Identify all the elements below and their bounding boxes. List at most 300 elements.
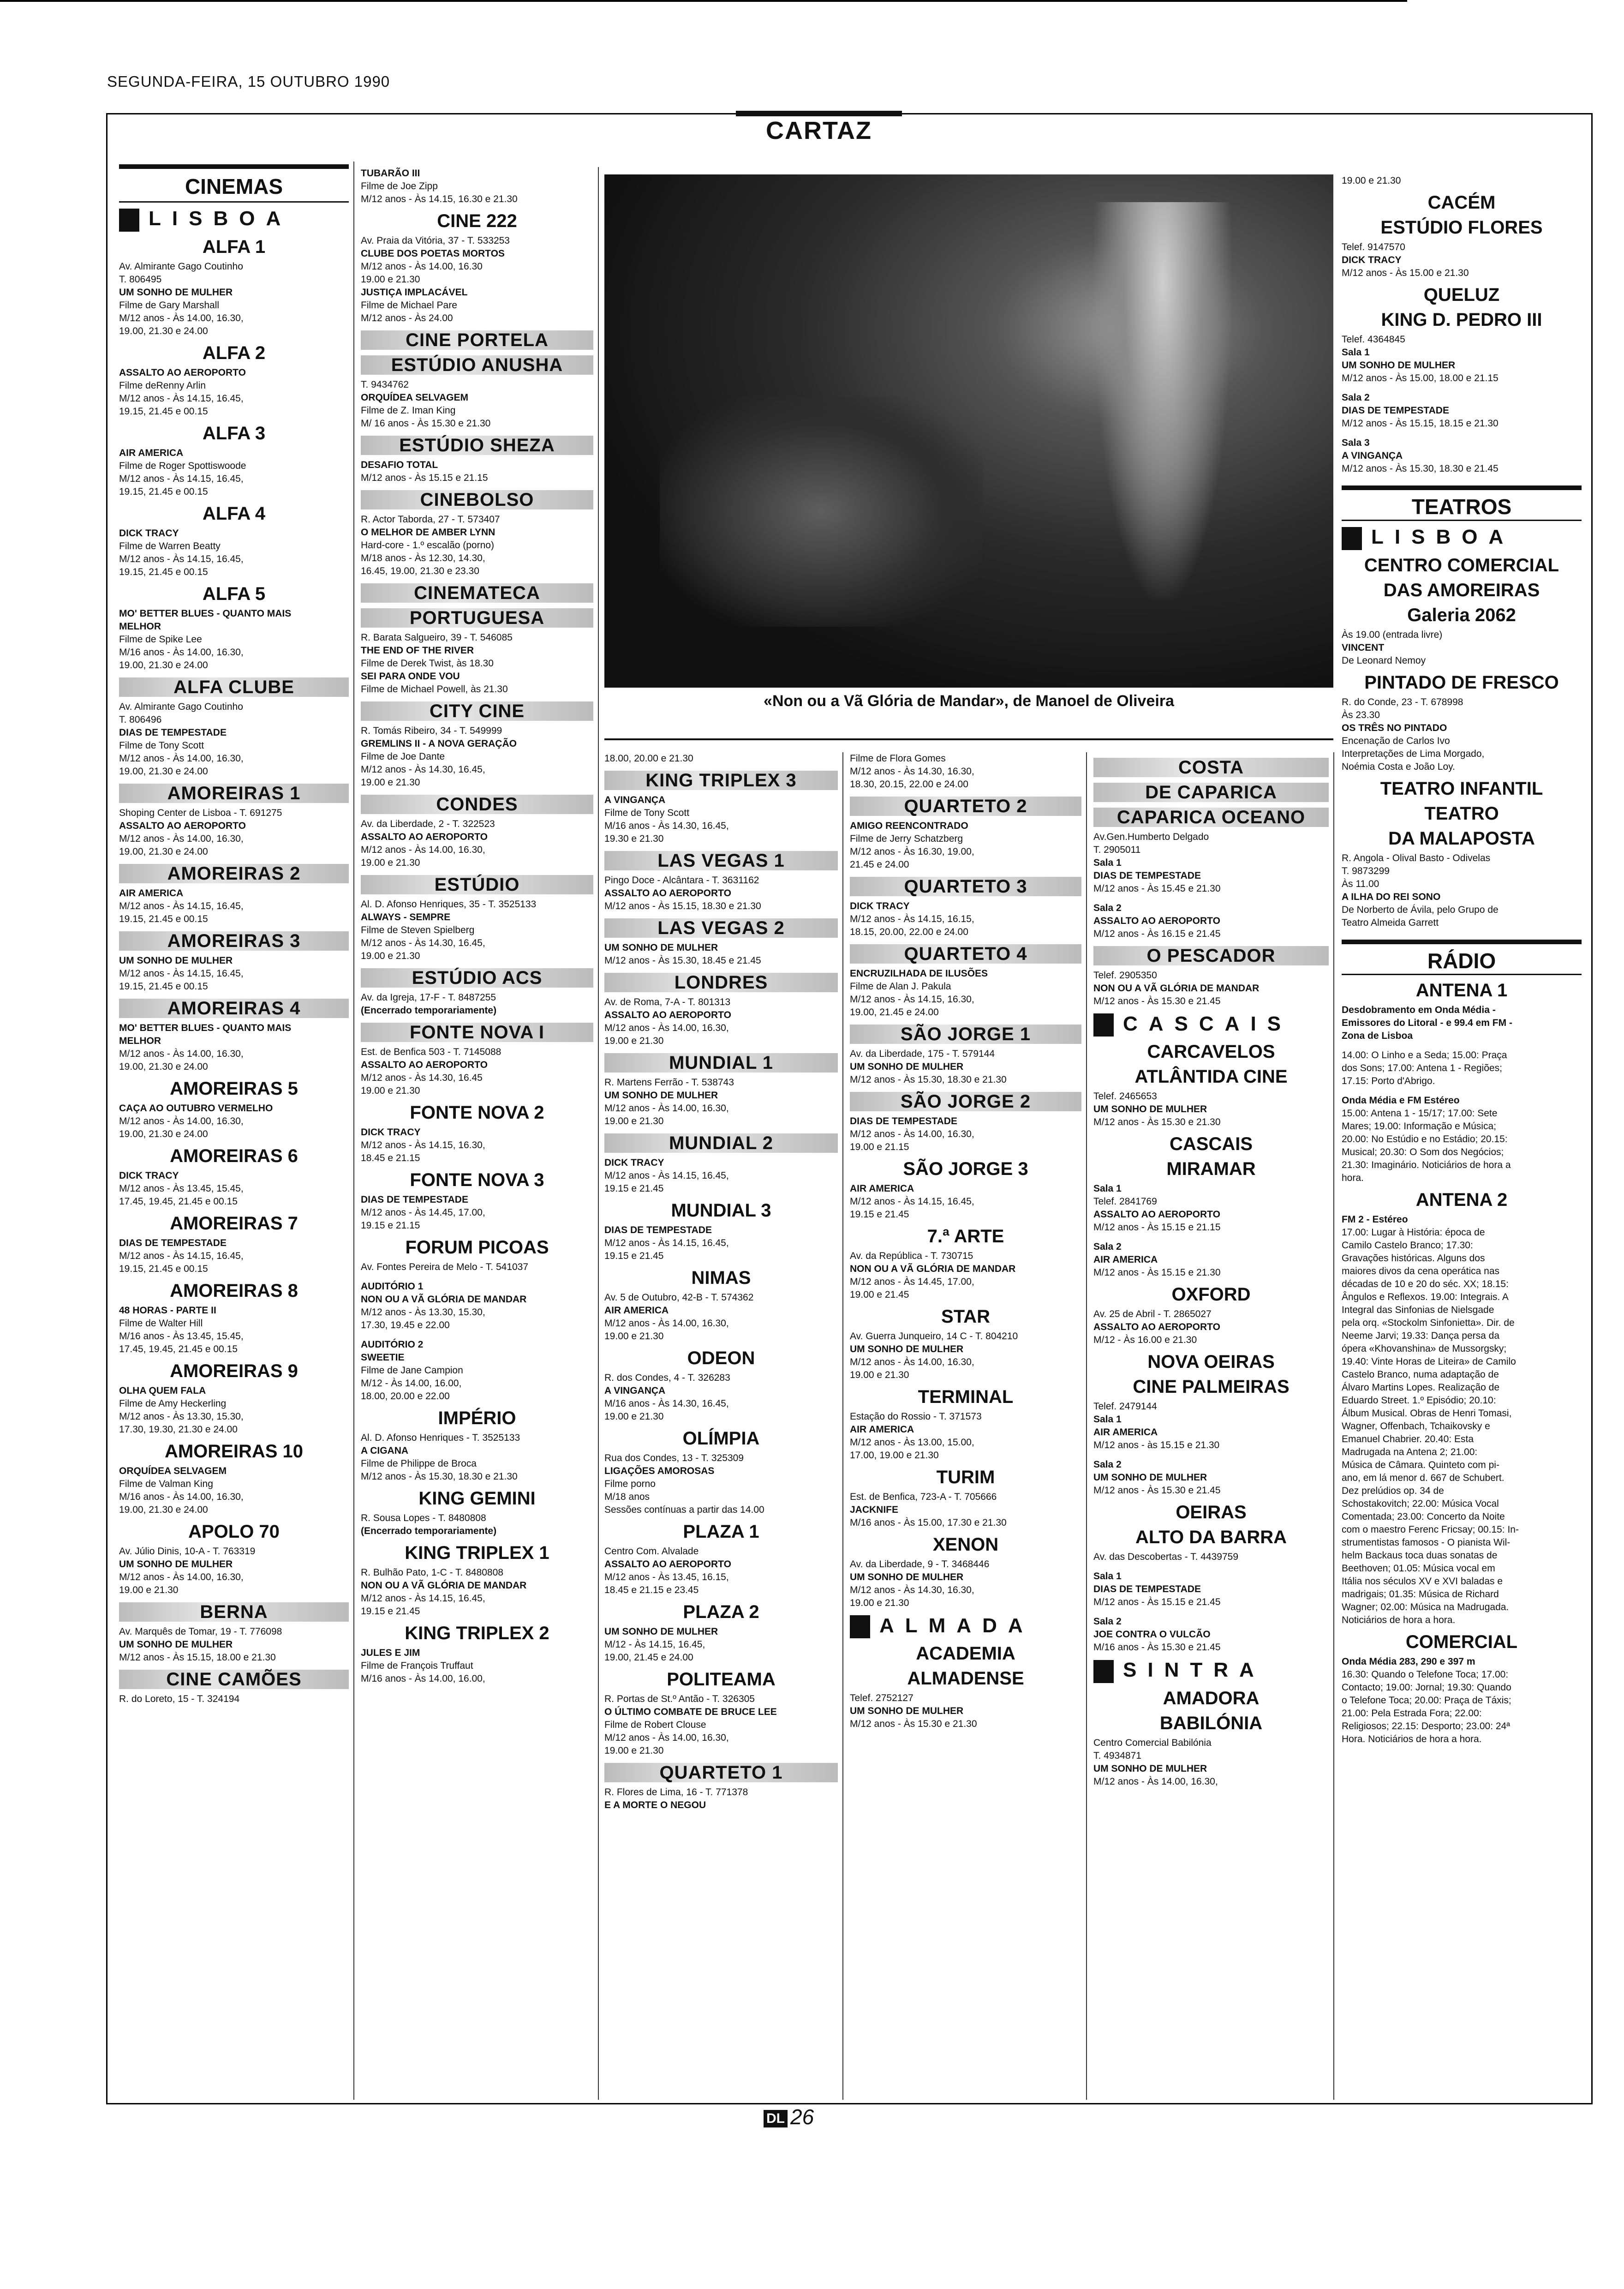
photo-shadow-group [660, 396, 983, 627]
section-bar [736, 111, 902, 116]
listing-line: Schostakovitch; 22.00: Música Vocal [1342, 1498, 1499, 1509]
listing-line: M/12 anos - Às 15.15, 18.30 e 21.30 [604, 901, 761, 911]
venue-heading: ALFA 2 [202, 342, 266, 363]
dl-logo: DL [764, 2110, 788, 2127]
listing-line: Filme de Michael Pare [361, 300, 457, 311]
listing-line: M/16 anos - Às 14.30, 16.45, [604, 821, 729, 831]
venue-heading: ALFA 3 [202, 423, 266, 443]
venue-heading: 7.ª ARTE [927, 1226, 1004, 1246]
region-heading [1342, 526, 1582, 550]
listing-line: M/12 anos - Às 14.15, 16.45, [119, 393, 244, 404]
listing-line: M/12 anos - Às 14.00, 16.30 [361, 261, 483, 272]
section-rule [1342, 485, 1582, 490]
column-4 [845, 752, 1087, 2100]
listing-title: A VINGANÇA [604, 1385, 666, 1396]
listing-title: Sala 1 [1093, 1571, 1122, 1582]
listing-line: M/12 anos - Às 13.45, 16.15, [604, 1572, 729, 1582]
venue-heading-shaded: AMOREIRAS 1 [119, 784, 349, 803]
listing-title: JULES E JIM [361, 1648, 420, 1658]
listing-line: 21.30: Imaginário. Noticiários de hora a [1342, 1159, 1511, 1170]
listing-line: De Norberto de Ávila, pelo Grupo de [1342, 904, 1499, 915]
listing-line: 19.15 e 21.45 [604, 1251, 664, 1261]
listing-title: ASSALTO AO AEROPORTO [604, 888, 731, 899]
listing-title: AUDITÓRIO 2 [361, 1339, 424, 1350]
venue-heading: MUNDIAL 3 [671, 1200, 771, 1221]
listing-line: Interpretações de Lima Morgado, [1342, 748, 1485, 759]
listing-title: A ILHA DO REI SONO [1342, 891, 1441, 902]
listing-line: M/16 anos - Às 14.00, 16.30, [119, 647, 244, 658]
listing-title: Sala 2 [1342, 392, 1370, 403]
listing-title: UM SONHO DE MULHER [119, 287, 233, 298]
listing-line: 19.00 e 21.30 [604, 1036, 664, 1046]
listing-line: M/12 anos - Às 14.15, 16.45, [361, 1593, 485, 1604]
listing-title: Zona de Lisboa [1342, 1030, 1413, 1041]
listing-line: Av. da Igreja, 17-F - T. 8487255 [361, 992, 496, 1003]
listing-title: ASSALTO AO AEROPORTO [361, 1060, 488, 1070]
listing-line: Madrugada na Antena 2; 21.00: [1342, 1446, 1478, 1457]
venue-heading: OEIRAS [1176, 1502, 1247, 1523]
listing-title: UM SONHO DE MULHER [1093, 1763, 1207, 1774]
listing-title: O MELHOR DE AMBER LYNN [361, 527, 496, 538]
listing-line: Centro Comercial Babilónia [1093, 1737, 1212, 1748]
listing-line: Pingo Doce - Alcântara - T. 3631162 [604, 875, 759, 886]
listing-title: AIR AMERICA [850, 1183, 914, 1194]
cinemas-rule [119, 164, 349, 169]
listing-line: Telef. 2465653 [1093, 1091, 1157, 1102]
listing-line: Filme de Tony Scott [119, 740, 204, 751]
listing-line: Filme de Spike Lee [119, 634, 202, 645]
section-heading: RÁDIO [1342, 950, 1582, 975]
listing-line: M/12 anos - Às 14.00, 16.30, [604, 1732, 729, 1743]
listing-title: SWEETIE [361, 1352, 405, 1363]
listing-line: Contacto; 19.00: Jornal; 19.30: Quando [1342, 1682, 1511, 1693]
listing-title: A CIGANA [361, 1445, 409, 1456]
listing-line: Av. da Liberdade, 175 - T. 579144 [850, 1049, 995, 1059]
listing-line: 19.00 e 21.30 [850, 1370, 909, 1380]
listing-title: UM SONHO DE MULHER [604, 1626, 718, 1637]
listing-title: AIR AMERICA [604, 1305, 669, 1316]
venue-heading: PINTADO DE FRESCO [1364, 672, 1559, 693]
listing-line: Camilo Castelo Branco; 17.30: [1342, 1240, 1473, 1251]
listing-line: Av. Marquês de Tomar, 19 - T. 776098 [119, 1626, 282, 1637]
spacer [1093, 1609, 1329, 1615]
listing-line: Noémia Costa e João Loy. [1342, 761, 1455, 772]
listing-title: DIAS DE TEMPESTADE [604, 1225, 712, 1235]
venue-heading: TEATRO INFANTIL [1380, 778, 1543, 799]
listing-line: madrigais; 01.35: Música de Richard [1342, 1588, 1499, 1600]
listing-title: NON OU A VÃ GLÓRIA DE MANDAR [850, 1264, 1016, 1274]
listing-line: M/12 anos - Às 14.00, 16.30, [119, 753, 244, 764]
spacer [1093, 1564, 1329, 1570]
listing-title: AUDITÓRIO 1 [361, 1281, 424, 1292]
venue-heading-shaded: CITY CINE [361, 701, 593, 721]
listing-title: ORQUÍDEA SELVAGEM [361, 392, 468, 403]
listing-line: Castelo Branco, numa adaptação de [1342, 1369, 1499, 1380]
venue-heading: ALTO DA BARRA [1135, 1527, 1287, 1548]
venue-heading: AMOREIRAS 7 [170, 1213, 298, 1234]
listing-col1 [119, 237, 349, 1706]
listing-line: M/12 anos - Às 14.30, 16.45, [361, 764, 485, 775]
listing-line: hora. [1342, 1172, 1364, 1183]
listing-line: Filme porno [604, 1479, 656, 1489]
venue-heading: PLAZA 1 [683, 1522, 759, 1542]
listing-title: LIGAÇÕES AMOROSAS [604, 1466, 715, 1476]
venue-heading: TERMINAL [918, 1387, 1014, 1407]
listing-line: 17.45, 19.45, 21.45 e 00.15 [119, 1343, 238, 1354]
venue-heading-shaded: COSTA [1093, 758, 1329, 777]
top-rule [0, 0, 1407, 2]
listing-title: GREMLINS II - A NOVA GERAÇÃO [361, 738, 517, 749]
listing-line: R. Portas de St.º Antão - T. 326305 [604, 1694, 755, 1704]
venue-heading: IMPÉRIO [438, 1408, 516, 1428]
listing-title: Sala 1 [1093, 857, 1122, 868]
listing-title: 48 HORAS - PARTE II [119, 1305, 216, 1316]
listing-line: T. 9434762 [361, 379, 409, 390]
listing-line: Filme de Joe Dante [361, 751, 445, 762]
listing-line: M/12 anos - Às 14.00, 16.30, [119, 1115, 244, 1127]
venue-heading: TURIM [936, 1467, 995, 1487]
listing-title: DIAS DE TEMPESTADE [119, 1237, 227, 1248]
listing-title: DIAS DE TEMPESTADE [1342, 405, 1449, 416]
venue-heading-shaded: FONTE NOVA I [361, 1023, 593, 1042]
venue-heading: COMERCIAL [1405, 1631, 1518, 1652]
listing-line: Filme deRenny Arlin [119, 380, 206, 391]
listing-line: M/12 anos - Às 16.15 e 21.45 [1093, 929, 1221, 939]
venue-heading-shaded: MUNDIAL 2 [604, 1133, 838, 1153]
listing-line: M/12 anos - Às 14.15, 16.45, [119, 968, 244, 979]
listing-title: MO' BETTER BLUES - QUANTO MAIS [119, 1022, 292, 1033]
region-heading [1093, 1659, 1329, 1683]
listing-line: M/12 anos - Às 14.00, 16.30, [850, 1357, 974, 1367]
listing-title: DICK TRACY [1342, 255, 1402, 265]
venue-heading: CASCAIS [1169, 1134, 1253, 1155]
listing-line: 19.15, 21.45 e 00.15 [119, 566, 208, 577]
listing-line: Shoping Center de Lisboa - T. 691275 [119, 807, 282, 818]
listing-line: Às 11.00 [1342, 878, 1379, 889]
listing-line: M/12 anos - Às 14.15, 16.30, [850, 994, 974, 1005]
listing-line: Neeme Jarvi; 19.33: Dança persa da [1342, 1330, 1500, 1341]
listing-line: 21.00: Pela Estrada Fora; 22.00: [1342, 1708, 1482, 1719]
listing-line: 19.15, 21.45 e 00.15 [119, 1263, 208, 1274]
listing-line: 19.00 e 21.30 [1342, 175, 1401, 186]
venue-heading: CARCAVELOS [1147, 1042, 1275, 1062]
listing-line: M/12 anos - Às 14.00, 16.30, [850, 1129, 974, 1139]
venue-heading: Galeria 2062 [1407, 605, 1516, 625]
listing-line: 19.00 e 21.30 [361, 777, 420, 788]
listing-line: M/16 anos - Às 13.45, 15.45, [119, 1330, 244, 1342]
listing-line: Beethoven; 01.05: Música vocal em [1342, 1563, 1495, 1574]
listing-title: Sala 3 [1342, 437, 1370, 448]
listing-title: DIAS DE TEMPESTADE [119, 727, 227, 738]
listing-line: 19.00, 21.45 e 24.00 [604, 1652, 693, 1663]
listing-line: Wagner; 02.00: Música na Madrugada. [1342, 1601, 1509, 1612]
listing-line: M/12 anos - Às 15.15 e 21.15 [1093, 1222, 1221, 1233]
listing-line: M/12 anos - às 15.15 e 21.30 [1093, 1440, 1220, 1451]
listing-line: M/12 anos - Às 15.30 e 21.30 [1093, 1117, 1221, 1128]
venue-heading-shaded: LAS VEGAS 1 [604, 851, 838, 870]
listing-title: JUSTIÇA IMPLACÁVEL [361, 287, 468, 298]
listing-line: Av. da República - T. 730715 [850, 1251, 973, 1261]
listing-line: M/18 anos [604, 1492, 650, 1502]
listing-title: ASSALTO AO AEROPORTO [1093, 1322, 1220, 1333]
venue-heading-shaded: QUARTETO 3 [850, 877, 1081, 896]
page-number: 26 [790, 2105, 814, 2129]
venue-heading: MIRAMAR [1166, 1159, 1256, 1180]
listing-title: DESAFIO TOTAL [361, 460, 438, 470]
listing-line: Telef. 4364845 [1342, 334, 1405, 345]
listing-line: 18.45 e 21.15 e 23.45 [604, 1585, 699, 1595]
listing-title: A VINGANÇA [1342, 450, 1403, 461]
listing-line: M/16 anos - Às 15.00, 17.30 e 21.30 [850, 1517, 1007, 1528]
listing-line: 19.00, 21.30 e 24.00 [119, 1061, 208, 1072]
listing-line: Wagner, Offenbach, Tchaikovsky e [1342, 1420, 1490, 1432]
listing-title: UM SONHO DE MULHER [119, 1558, 233, 1570]
venue-heading: ALFA 5 [202, 583, 266, 604]
listing-line: T. 806496 [119, 714, 162, 725]
listing-line: M/12 anos - Às 15.30, 18.30 e 21.45 [1342, 463, 1499, 474]
listing-title: ENCRUZILHADA DE ILUSÕES [850, 968, 988, 979]
venue-heading-shaded: ESTÚDIO [361, 875, 593, 894]
listing-title: UM SONHO DE MULHER [604, 942, 718, 953]
listing-title: NON OU A VÃ GLÓRIA DE MANDAR [1093, 983, 1260, 994]
listing-line: 19.00 e 21.30 [850, 1598, 909, 1608]
listing-line: 19.15 e 21.45 [361, 1606, 420, 1617]
listing-title: VINCENT [1342, 642, 1385, 653]
column-6 [1337, 174, 1586, 2100]
venue-heading-shaded: LAS VEGAS 2 [604, 918, 838, 938]
listing-line: T. 806495 [119, 274, 162, 285]
listing-line: M/12 anos - Às 14.00, 16.30, [119, 1571, 244, 1582]
caption-rule [604, 738, 1333, 740]
venue-heading: NOVA OEIRAS [1147, 1352, 1275, 1372]
listing-line: Filme de Valman King [119, 1478, 213, 1489]
listing-line: Religiosos; 22.15: Desporto; 23.00: 24ª [1342, 1720, 1510, 1732]
listing-line: Telef. 2841769 [1093, 1196, 1157, 1207]
venue-heading: QUELUZ [1423, 285, 1500, 305]
venue-heading-shaded: QUARTETO 2 [850, 797, 1081, 816]
venue-heading: ALFA 1 [202, 236, 266, 257]
listing-line: Filme de Philippe de Broca [361, 1458, 477, 1469]
venue-heading-shaded: BERNA [119, 1602, 349, 1622]
listing-line: Av. Almirante Gago Coutinho [119, 701, 243, 712]
listing-line: T. 4934871 [1093, 1750, 1141, 1761]
listing-title: ASSALTO AO AEROPORTO [604, 1559, 731, 1570]
listing-line: M/12 anos - Às 15.30 e 21.45 [1093, 996, 1221, 1007]
venue-heading: DA MALAPOSTA [1388, 828, 1535, 849]
listing-title: CLUBE DOS POETAS MORTOS [361, 248, 505, 259]
listing-line: 19.15, 21.45 e 00.15 [119, 406, 208, 417]
listing-line: Filme de Amy Heckerling [119, 1398, 227, 1409]
listing-title: DICK TRACY [119, 527, 179, 539]
spacer [1342, 1043, 1582, 1049]
listing-title: SEI PARA ONDE VOU [361, 671, 460, 682]
listing-title: AIR AMERICA [850, 1424, 914, 1435]
listing-line: Mares; 19.00: Informação e Música; [1342, 1121, 1496, 1132]
listing-line: M/12 anos - Às 15.00 e 21.30 [1342, 268, 1469, 278]
listing-line: 19.00, 21.30 e 24.00 [119, 1504, 208, 1515]
listing-title: DIAS DE TEMPESTADE [361, 1194, 468, 1205]
venue-heading-shaded: CAPARICA OCEANO [1093, 808, 1329, 827]
listing-line: M/12 anos - Às 14.15, 16.30 e 21.30 [361, 194, 518, 204]
listing-title: UM SONHO DE MULHER [1342, 360, 1456, 371]
listing-line: Av. 25 de Abril - T. 2865027 [1093, 1309, 1212, 1320]
listing-line: M/12 anos - Às 14.00, 16.30, [604, 1023, 729, 1033]
listing-line: M/12 - Às 14.00, 16.00, [361, 1378, 462, 1389]
listing-line: T. 9873299 [1342, 865, 1390, 876]
venue-heading: BABILÓNIA [1159, 1713, 1263, 1733]
listing-line: pela orq. «Stockolm Sinfonietta». Dir. de [1342, 1317, 1515, 1328]
listing-title: AMIGO REENCONTRADO [850, 821, 968, 831]
listing-line: Rua dos Condes, 13 - T. 325309 [604, 1453, 744, 1463]
listing-line: 19.30 e 21.30 [604, 833, 664, 844]
listing-line: Ângulos e Reflexos. 19.00: Integrais. A [1342, 1291, 1509, 1302]
listing-title: DIAS DE TEMPESTADE [850, 1116, 957, 1127]
listing-title: AIR AMERICA [119, 447, 184, 458]
venue-heading: CINE 222 [437, 211, 517, 231]
listing-title: Desdobramento em Onda Média - [1342, 1004, 1496, 1015]
region-label: ALMADA [879, 1614, 1034, 1637]
venue-heading-shaded: SÃO JORGE 1 [850, 1025, 1081, 1044]
listing-line: M/12 anos - Às 24.00 [361, 313, 453, 324]
venue-heading: ALFA 4 [202, 503, 266, 524]
listing-line: M/12 anos - Às 14.00, 16.30, [119, 1048, 244, 1059]
film-still-photo [604, 174, 1333, 688]
listing-line: o Telefone Toca; 20.00: Praça de Táxis; [1342, 1695, 1511, 1706]
listing-line: helm Backaus toca duas sonatas de [1342, 1550, 1498, 1561]
section-title: CARTAZ [766, 117, 872, 144]
listing-title: DICK TRACY [604, 1157, 664, 1168]
region-heading [1093, 1013, 1329, 1037]
listing-line: M/12 anos - Às 15.30 e 21.30 [850, 1719, 977, 1730]
listing-line: M/12 anos - Às 14.15, 16.45, [119, 553, 244, 564]
venue-heading: AMADORA [1163, 1688, 1260, 1708]
venue-heading: POLITEAMA [667, 1669, 776, 1690]
venue-heading: AMOREIRAS 8 [170, 1280, 298, 1301]
listing-line: R. Flores de Lima, 16 - T. 771378 [604, 1787, 748, 1798]
page-date: SEGUNDA-FEIRA, 15 OUTUBRO 1990 [107, 73, 390, 90]
listing-line: M/18 anos - Às 12.30, 14.30, [361, 553, 485, 563]
region-marker [1342, 527, 1362, 550]
listing-line: ópera «Khovanshina» de Mussorgsky; [1342, 1343, 1507, 1354]
venue-heading: KING TRIPLEX 1 [405, 1543, 549, 1563]
listing-title: NON OU A VÃ GLÓRIA DE MANDAR [361, 1294, 527, 1305]
listing-line: Av. Praia da Vitória, 37 - T. 533253 [361, 235, 510, 246]
region-label: LISBOA [1371, 526, 1515, 549]
venue-heading: ODEON [687, 1348, 755, 1368]
listing-line: M/12 anos - Às 15.15 e 21.15 [361, 473, 488, 483]
listing-title: THE END OF THE RIVER [361, 645, 474, 656]
region-label: LISBOA [149, 207, 292, 230]
venue-heading-shaded: DE CAPARICA [1093, 783, 1329, 802]
listing-line: 19.00, 21.30 e 24.00 [119, 1128, 208, 1139]
listing-line: 21.45 e 24.00 [850, 859, 909, 870]
listing-line: 20.00: No Estúdio e no Estádio; 20.15: [1342, 1133, 1508, 1144]
venue-heading-shaded: PORTUGUESA [361, 608, 593, 628]
venue-heading: KING D. PEDRO III [1381, 310, 1542, 330]
venue-heading-shaded: CONDES [361, 795, 593, 814]
spacer [361, 1332, 593, 1338]
spacer [1093, 1452, 1329, 1458]
listing-line: 17.00, 19.00 e 21.30 [850, 1450, 939, 1461]
listing-line: M/12 anos - Às 15.30 e 21.45 [1093, 1485, 1221, 1496]
venue-heading: AMOREIRAS 5 [170, 1078, 298, 1099]
listing-line: M/12 anos - Às 15.15, 18.15 e 21.30 [1342, 418, 1499, 429]
listing-title: ASSALTO AO AEROPORTO [1093, 916, 1220, 926]
venue-heading-shaded: CINE PORTELA [361, 330, 593, 350]
listing-line: 19.00, 21.30 e 24.00 [119, 325, 208, 336]
listing-line: M/12 anos - Às 14.00, 16.30, [604, 1103, 729, 1114]
listing-line: M/12 anos - Às 15.30, 18.45 e 21.45 [604, 955, 761, 966]
listing-line: 19.00 e 21.30 [604, 1411, 664, 1422]
listing-line: Comentada; 23.00: Concerto da Noite [1342, 1511, 1505, 1522]
listing-line: Av. das Descobertas - T. 4439759 [1093, 1552, 1239, 1563]
spacer [1342, 385, 1582, 391]
listing-line: 19.00, 21.45 e 24.00 [850, 1007, 939, 1018]
listing-line: R. Tomás Ribeiro, 34 - T. 549999 [361, 725, 502, 736]
listing-line: Filme de Jerry Schatzberg [850, 833, 963, 844]
listing-line: Às 19.00 (entrada livre) [1342, 629, 1443, 640]
photo-caption: «Non ou a Vã Glória de Mandar», de Manoel de Oliveira [764, 692, 1174, 710]
listing-line: Estação do Rossio - T. 371573 [850, 1411, 982, 1422]
listing-title: CAÇA AO OUTUBRO VERMELHO [119, 1103, 273, 1114]
listing-line: Filme de Steven Spielberg [361, 925, 475, 935]
listing-line: Filme de Flora Gomes [850, 753, 946, 764]
listing-title: Sala 1 [1093, 1183, 1122, 1194]
column-5 [1089, 752, 1334, 2100]
venue-heading: STAR [941, 1306, 990, 1327]
listing-title: Sala 2 [1093, 1241, 1122, 1252]
listing-title: Onda Média 283, 290 e 397 m [1342, 1656, 1475, 1667]
venue-heading-shaded: ESTÚDIO SHEZA [361, 436, 593, 455]
listing-line: R. dos Condes, 4 - T. 326283 [604, 1372, 730, 1383]
listing-title: ASSALTO AO AEROPORTO [119, 367, 246, 378]
listing-title: E A MORTE O NEGOU [604, 1800, 706, 1810]
listing-col2 [361, 167, 593, 1685]
listing-title: Onda Média e FM Estéreo [1342, 1095, 1460, 1106]
listing-title: (Encerrado temporariamente) [361, 1005, 497, 1016]
listing-line: Filme de Alan J. Pakula [850, 981, 951, 992]
listing-line: 19.00 e 21.30 [604, 1745, 664, 1756]
listing-title: Sala 2 [1093, 1616, 1122, 1627]
listing-line: M/12 anos - Às 14.30, 16.30, [850, 1585, 974, 1595]
listing-line: 18.15, 20.00, 22.00 e 24.00 [850, 927, 968, 937]
listing-line: M/12 anos - Às 14.15, 16.45, [119, 473, 244, 484]
listing-line: R. Martens Ferrão - T. 538743 [604, 1077, 734, 1088]
venue-heading-shaded: AMOREIRAS 2 [119, 864, 349, 883]
region-marker [1093, 1660, 1114, 1683]
listing-line: ano, em lá menor d. 667 de Schubert. [1342, 1472, 1505, 1483]
listing-line: Av. Júlio Dinis, 10-A - T. 763319 [119, 1546, 256, 1557]
listing-title: UM SONHO DE MULHER [850, 1061, 964, 1072]
listing-line: M/12 anos - Às 14.15, 16.45, [850, 1196, 974, 1207]
venue-heading: ACADEMIA [916, 1643, 1015, 1664]
venue-heading: CINE PALMEIRAS [1133, 1377, 1290, 1397]
venue-heading-shaded: CINE CAMÕES [119, 1670, 349, 1689]
listing-line: 19.00, 21.30 e 24.00 [119, 659, 208, 671]
venue-heading-shaded: ESTÚDIO ACS [361, 968, 593, 988]
listing-line: 19.00 e 21.30 [361, 951, 420, 961]
listing-line: 19.00 e 21.30 [361, 1085, 420, 1096]
venue-heading: FONTE NOVA 3 [410, 1170, 544, 1190]
listing-title: DIAS DE TEMPESTADE [1093, 1584, 1201, 1595]
venue-heading-shaded: AMOREIRAS 3 [119, 931, 349, 951]
spacer [1342, 1088, 1582, 1094]
listing-line: Às 23.30 [1342, 709, 1380, 720]
listing-line: maiores divos da cena operática nas [1342, 1265, 1500, 1276]
venue-heading: CACÉM [1427, 192, 1496, 213]
listing-title: AIR AMERICA [1093, 1254, 1158, 1265]
listing-line: Telef. 2752127 [850, 1693, 914, 1704]
